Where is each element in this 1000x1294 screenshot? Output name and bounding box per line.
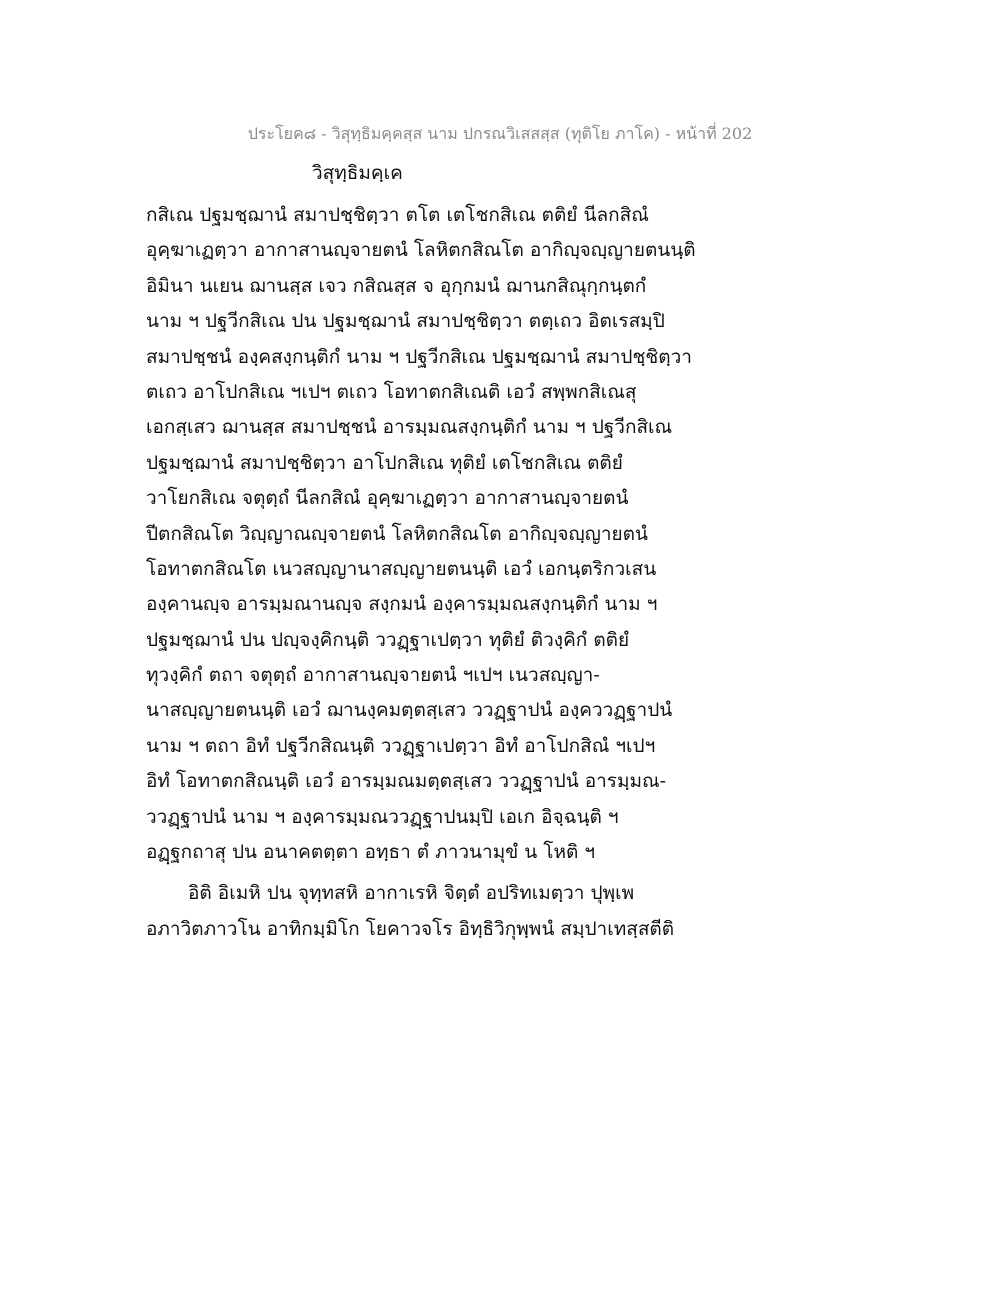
text-line: อิมินา นเยน ฌานสฺส เจว กสิณสฺส จ อุกฺกมนํ ฌานกสิณุกฺกนฺตกํ bbox=[146, 274, 647, 297]
text-line: โอทาตกสิณโต เนวสญฺญานาสญฺญายตนนฺติ เอวํ เอกนฺตริกวเสน bbox=[146, 557, 657, 580]
text-line: ปฐมชฺฌานํ ปน ปญฺจงฺคิกนฺติ ววฏฺฐาเปตฺวา ทุติยํ ติวงฺคิกํ ตติยํ bbox=[146, 628, 630, 651]
text-line: ปฐมชฺฌานํ สมาปชฺชิตฺวา อาโปกสิเณ ทุติยํ เตโชกสิเณ ตติยํ bbox=[146, 451, 623, 474]
running-header-text: ประโยค๘ - วิสุทฺธิมคฺคสฺส นาม ปกรณวิเสสสฺส (ทุติโย ภาโค) - หน้าที่ 202 bbox=[247, 124, 753, 143]
text-line: นาม ฯ ปฐวีกสิเณ ปน ปฐมชฺฌานํ สมาปชฺชิตฺวา ตตฺเถว อิตเรสมฺปิ bbox=[146, 310, 665, 333]
text-line: สมาปชฺชนํ องฺคสงฺกนฺติกํ นาม ฯ ปฐวีกสิเณ ปฐมชฺฌานํ สมาปชฺชิตฺวา bbox=[146, 345, 692, 368]
text-line: เอกสฺเสว ฌานสฺส สมาปชฺชนํ อารมฺมณสงฺกนฺติกํ นาม ฯ ปฐวีกสิเณ bbox=[146, 416, 673, 439]
text-line: กสิเณ ปฐมชฺฌานํ สมาปชฺชิตฺวา ตโต เตโชกสิเณ ตติยํ นีลกสิณํ bbox=[146, 204, 649, 226]
text-line: ตเถว อาโปกสิเณ ฯเปฯ ตเถว โอทาตกสิเณติ เอวํ สพฺพกสิเณสุ bbox=[146, 380, 637, 403]
text-line: อิติ อิเมหิ ปน จุทฺทสหิ อากาเรหิ จิตฺตํ อปริทเมตฺวา ปุพฺเพ bbox=[188, 882, 635, 905]
text-line: นาม ฯ ตถา อิทํ ปฐวีกสิณนฺติ ววฏฺฐาเปตฺวา อิทํ อาโปกสิณํ ฯเปฯ bbox=[146, 734, 656, 757]
text-line: วาโยกสิเณ จตุตฺถํ นีลกสิณํ อุคฺฆาเฏตฺวา อากาสานญฺจายตนํ bbox=[146, 487, 629, 510]
text-line: อุคฺฆาเฏตฺวา อากาสานญฺจายตนํ โลหิตกสิณโต อากิญฺจญฺญายตนนฺติ bbox=[146, 239, 696, 262]
text-line: นาสญฺญายตนนฺติ เอวํ ฌานงฺคมตฺตสฺเสว ววฏฺฐาปนํ องฺคววฏฺฐาปนํ bbox=[146, 699, 673, 722]
text-line: องฺคานญฺจ อารมฺมณานญฺจ สงฺกมนํ องฺคารมฺมณสงฺกนฺติกํ นาม ฯ bbox=[146, 593, 658, 616]
book-title: วิสุทฺธิมคฺเค bbox=[312, 162, 403, 184]
text-line: ววฏฺฐาปนํ นาม ฯ องฺคารมฺมณววฏฺฐาปนมฺปิ เอเก อิจฺฉนฺติ ฯ bbox=[146, 805, 619, 828]
text-line: ปีตกสิณโต วิญฺญาณญฺจายตนํ โลหิตกสิณโต อากิญฺจญฺญายตนํ bbox=[146, 522, 648, 545]
paragraph-1 bbox=[146, 198, 866, 870]
text-line: อฏฺฐกถาสุ ปน อนาคตตฺตา อทฺธา ตํ ภาวนามุขํ น โหติ ฯ bbox=[146, 841, 596, 864]
running-header bbox=[0, 122, 1000, 147]
text-line: อภาวิตภาวโน อาทิกมฺมิโก โยคาวจโร อิทฺธิวิกุพฺพนํ สมฺปาเทสฺสตีติ bbox=[146, 917, 675, 940]
paragraph-2 bbox=[146, 876, 866, 947]
text-line: ทุวงฺคิกํ ตถา จตุตฺถํ อากาสานญฺจายตนํ ฯเปฯ เนวสญฺญา- bbox=[146, 664, 600, 687]
body-text bbox=[146, 198, 866, 947]
text-line: อิทํ โอทาตกสิณนฺติ เอวํ อารมฺมณมตฺตสฺเสว ววฏฺฐาปนํ อารมฺมณ- bbox=[146, 770, 667, 793]
